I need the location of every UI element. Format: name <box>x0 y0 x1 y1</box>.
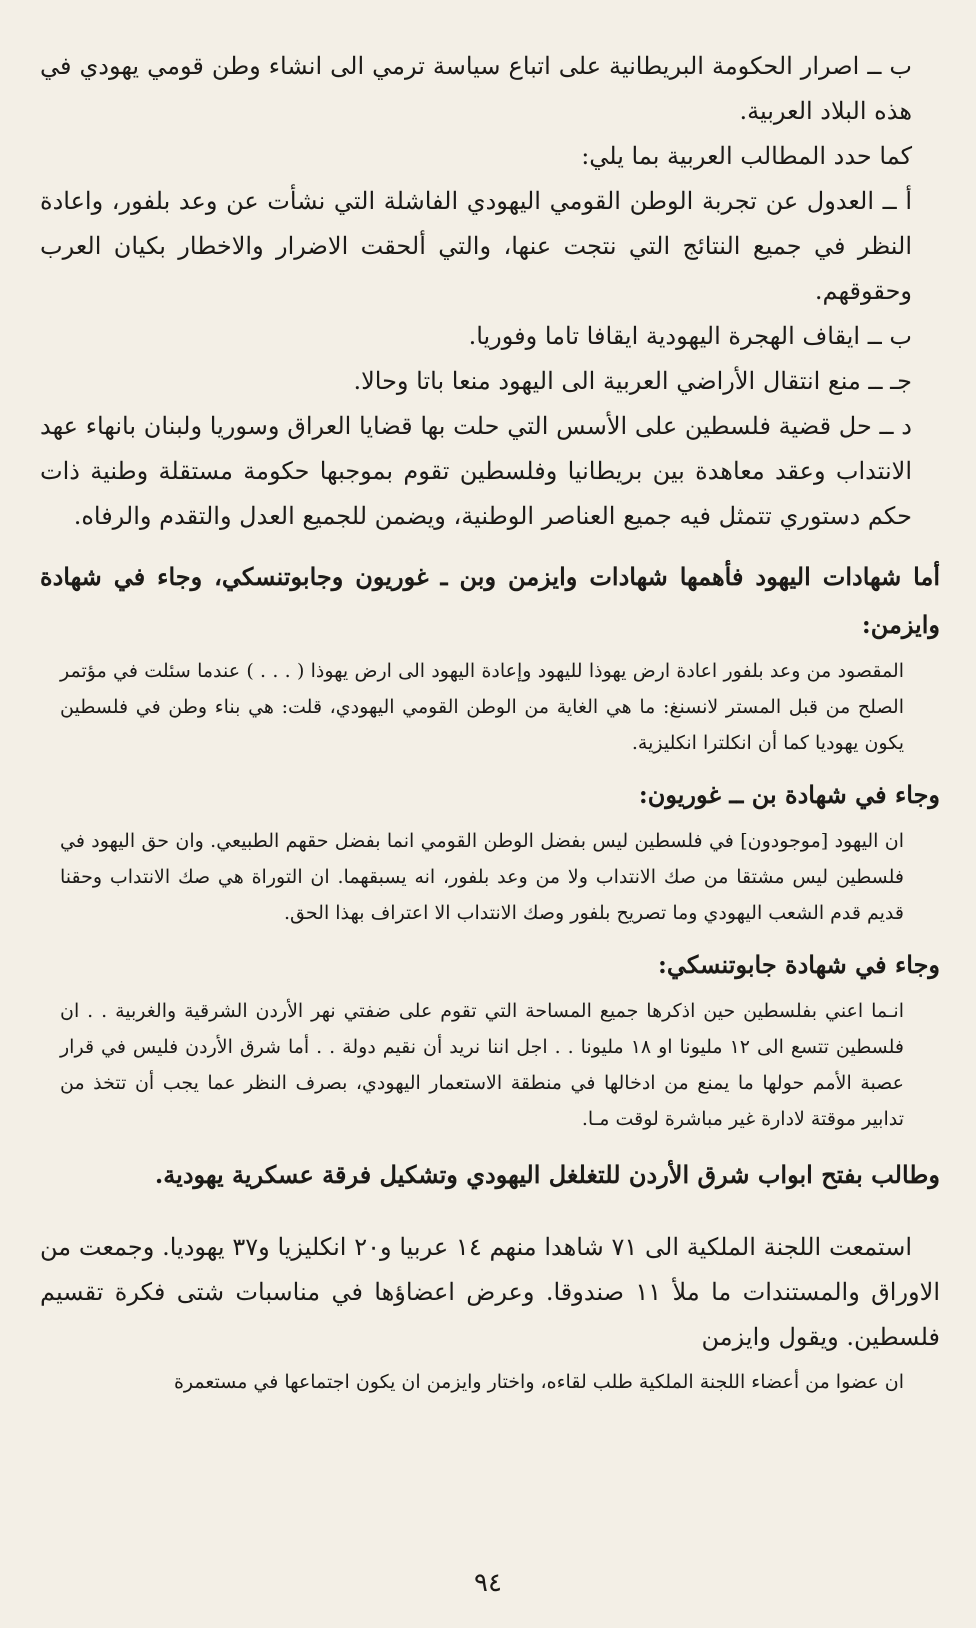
final-quote: ان عضوا من أعضاء اللجنة الملكية طلب لقاءه، واختار وايزمن ان يكون اجتماعها في مستعمرة <box>173 1371 904 1393</box>
demand-line-heading: وطالب بفتح ابواب شرق الأردن للتغلغل اليهودي وتشكيل فرقة عسكرية يهودية. <box>154 1160 940 1189</box>
paragraph-demand-b-prior: ب ــ اصرار الحكومة البريطانية على اتباع سياسة ترمي الى انشاء وطن قومي يهودي في هذه البلاد العربية. <box>40 52 912 125</box>
paragraph-arab-demands-intro: كما حدد المطالب العربية بما يلي: <box>581 142 912 170</box>
paragraph-demand-c: جـ ــ منع انتقال الأراضي العربية الى اليهود منعا باتا وحالا. <box>353 367 912 395</box>
weizmann-quote: المقصود من وعد بلفور اعادة ارض يهوذا لليهود وإعادة اليهود الى ارض يهوذا ( . . . ) عندما سئلت في مؤتمر الصلح من قبل المستر لانسنغ: ما هي الغاية من الوطن القومي اليهودي، قلت: هي بناء وطن في فلسطين يكون يهوديا كما أن انكلترا انكليزية. <box>60 660 904 754</box>
paragraph-demand-a: أ ــ العدول عن تجربة الوطن القومي اليهودي الفاشلة التي نشأت عن وعد بلفور، واعادة النظر في جميع النتائج التي نتجت عنها، والتي ألحقت الاضرار والاخطار بكيان العرب وحقوقهم. <box>40 187 912 305</box>
bengurion-quote: ان اليهود [موجودون] في فلسطين ليس بفضل الوطن القومي انما بفضل حقهم الطبيعي. وان حق اليهود في فلسطين ليس مشتقا من صك الانتداب ولا من وعد بلفور، انه يسبقهما. ان التوراة هي صك الانتداب وحقنا قديم قدم الشعب اليهودي وما تصريح بلفور وصك الانتداب الا اعتراف بهذا الحق. <box>60 830 904 924</box>
paragraph-demand-d: د ــ حل قضية فلسطين على الأسس التي حلت بها قضايا العراق وسوريا ولبنان بانهاء عهد الانتداب وعقد معاهدة بين بريطانيا وفلسطين تقوم بموجبها حكومة مستقلة وطنية ذات حكم دستوري تتمثل فيه جميع العناصر الوطنية، ويضمن للجميع العدل والتقدم والرفاه. <box>40 412 912 530</box>
commission-paragraph: استمعت اللجنة الملكية الى ٧١ شاهدا منهم ١٤ عربيا و٢٠ انكليزيا و٣٧ يهوديا. وجمعت من الاوراق والمستندات ما ملأ ١١ صندوقا. وعرض اعضاؤها في مناسبات شتى فكرة تقسيم فلسطين. ويقول وايزمن <box>40 1233 940 1351</box>
page-number: ٩٤ <box>474 1568 502 1598</box>
jabotinsky-heading: وجاء في شهادة جابوتنسكي: <box>658 950 940 979</box>
paragraph-demand-b: ب ــ ايقاف الهجرة اليهودية ايقافا تاما وفوريا. <box>468 322 912 350</box>
bengurion-heading: وجاء في شهادة بن ــ غوريون: <box>638 780 940 809</box>
testimonies-intro-heading: أما شهادات اليهود فأهمها شهادات وايزمن وبن ـ غوريون وجابوتنسكي، وجاء في شهادة وايزمن: <box>40 562 940 639</box>
jabotinsky-quote: انـما اعني بفلسطين حين اذكرها جميع المساحة التي تقوم على ضفتي نهر الأردن الشرقية والغربية . . ان فلسطين تتسع الى ١٢ مليونا او ١٨ مليونا . . اجل اننا نريد أن نقيم دولة . . أما شرق الأردن فليس في قرار عصبة الأمم حولها ما يمنع من ادخالها في منطقة الاستعمار اليهودي، بصرف النظر عما يجب أن تتخذ من تدابير موقتة لادارة غير مباشرة لوقت مـا. <box>60 1000 904 1130</box>
